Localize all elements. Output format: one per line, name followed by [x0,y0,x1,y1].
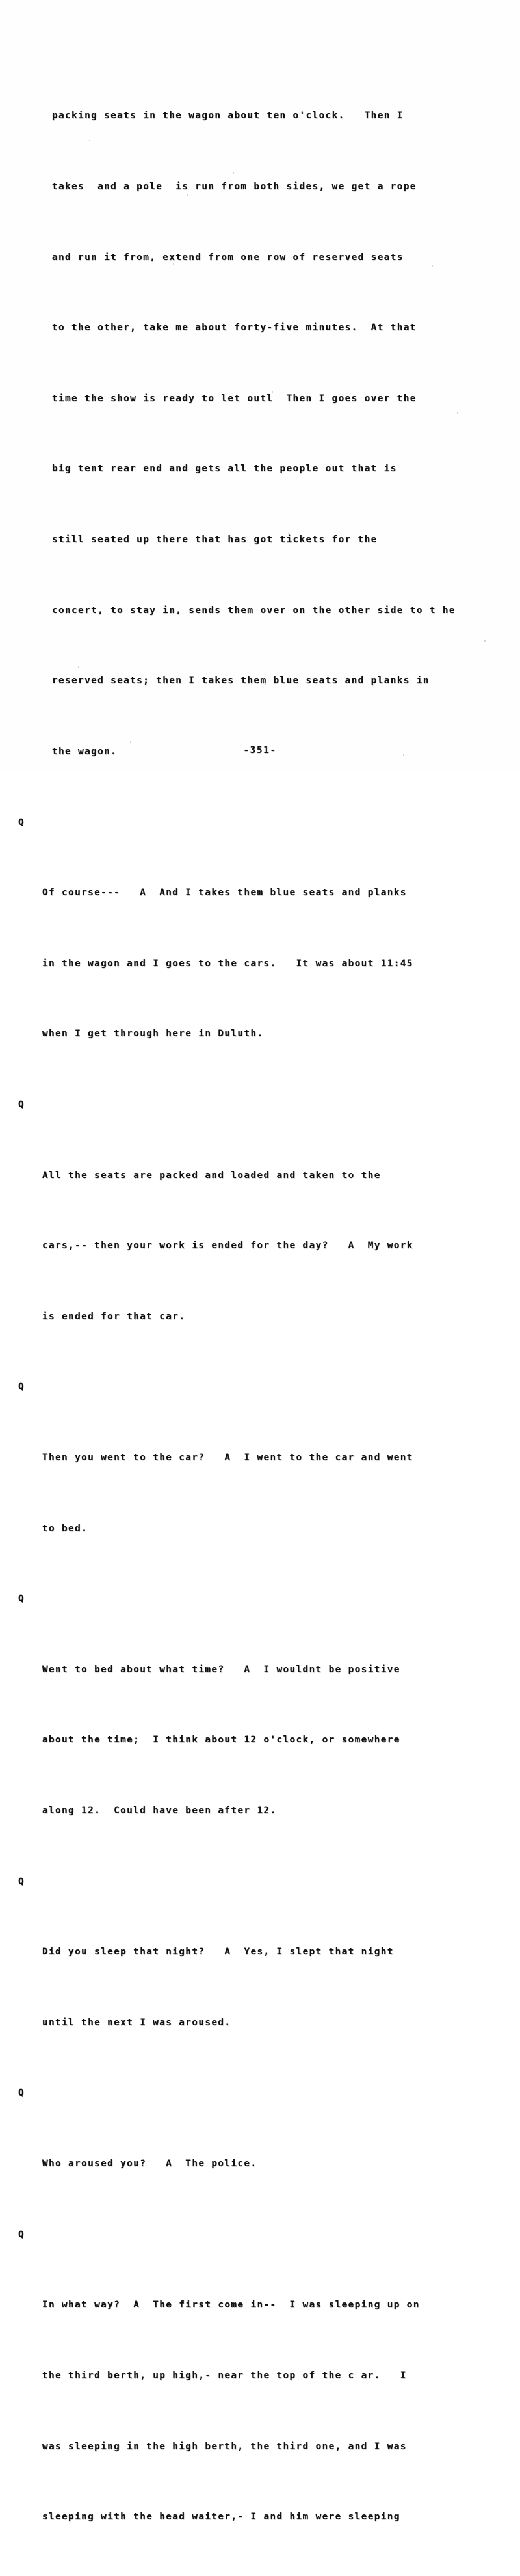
qa-exchange [0,2081,520,2222]
transcript-line: the wagon. [52,746,118,757]
transcript-line: concert, to stay in, sends them over on the other side to t he [52,605,456,616]
qa-exchange [0,1375,520,1587]
transcript-line: takes and a pole is run from both sides, we get a rope [52,181,417,192]
transcript-line: packing seats in the wagon about ten o'clock. Then I [52,111,404,122]
transcript-line: In what way? A The first come in-- I was sleeping up on [42,2300,420,2311]
question-marker: Q [18,817,25,828]
transcript-line: in the wagon and I goes to the cars. It was about 11:45 [42,958,413,969]
transcript-line: Who aroused you? A The police. [42,2159,257,2170]
transcript-line: until the next I was aroused. [42,2017,231,2028]
qa-exchange [0,1587,520,1869]
transcript-line: and run it from, extend from one row of reserved seats [52,252,404,263]
question-marker: Q [18,1382,25,1393]
transcript-line: Went to bed about what time? A I wouldnt be positive [42,1664,400,1675]
question-marker: Q [18,2229,25,2240]
transcript-line: to bed. [42,1523,88,1534]
transcript-line: reserved seats; then I takes them blue seats and planks in [52,676,430,687]
question-marker: Q [18,2088,25,2099]
page-number: -351- [243,745,277,756]
transcript-line: about the time; I think about 12 o'clock, or somewhere [42,1735,400,1746]
qa-exchange [0,811,520,1093]
transcript-line: was sleeping in the high berth, the third one, and I was [42,2441,407,2452]
qa-exchange [0,1870,520,2082]
transcript-line: still seated up there that has got tickets for the [52,534,378,545]
transcript-line: sleeping with the head waiter,- I and him were sleeping [42,2512,400,2523]
transcript-line: All the seats are packed and loaded and taken to the [42,1170,381,1181]
transcript-line: when I get through here in Duluth. [42,1029,264,1040]
question-marker: Q [18,1594,25,1605]
transcript-line: Of course--- A And I takes them blue seats and planks [42,887,407,899]
question-marker: Q [18,1876,25,1887]
transcript-line: the third berth, up high,- near the top of the c ar. I [42,2370,407,2381]
transcript-line: time the show is ready to let outl Then I goes over the [52,393,417,404]
transcript-line: Then you went to the car? A I went to the car and went [42,1452,413,1463]
transcript-line: is ended for that car. [42,1311,186,1322]
opening-paragraph [0,57,520,811]
qa-exchange [0,1093,520,1375]
qa-exchange [0,2223,520,2576]
question-marker: Q [18,1099,25,1110]
transcript-line: big tent rear end and gets all the people out that is [52,464,397,475]
transcript-line: cars,-- then your work is ended for the day? A My work [42,1241,413,1252]
transcript-line: Did you sleep that night? A Yes, I slept that night [42,1947,394,1958]
transcript-line: along 12. Could have been after 12. [42,1806,277,1817]
transcript-body [0,57,520,2576]
transcript-line: to the other, take me about forty-five minutes. At that [52,322,417,334]
